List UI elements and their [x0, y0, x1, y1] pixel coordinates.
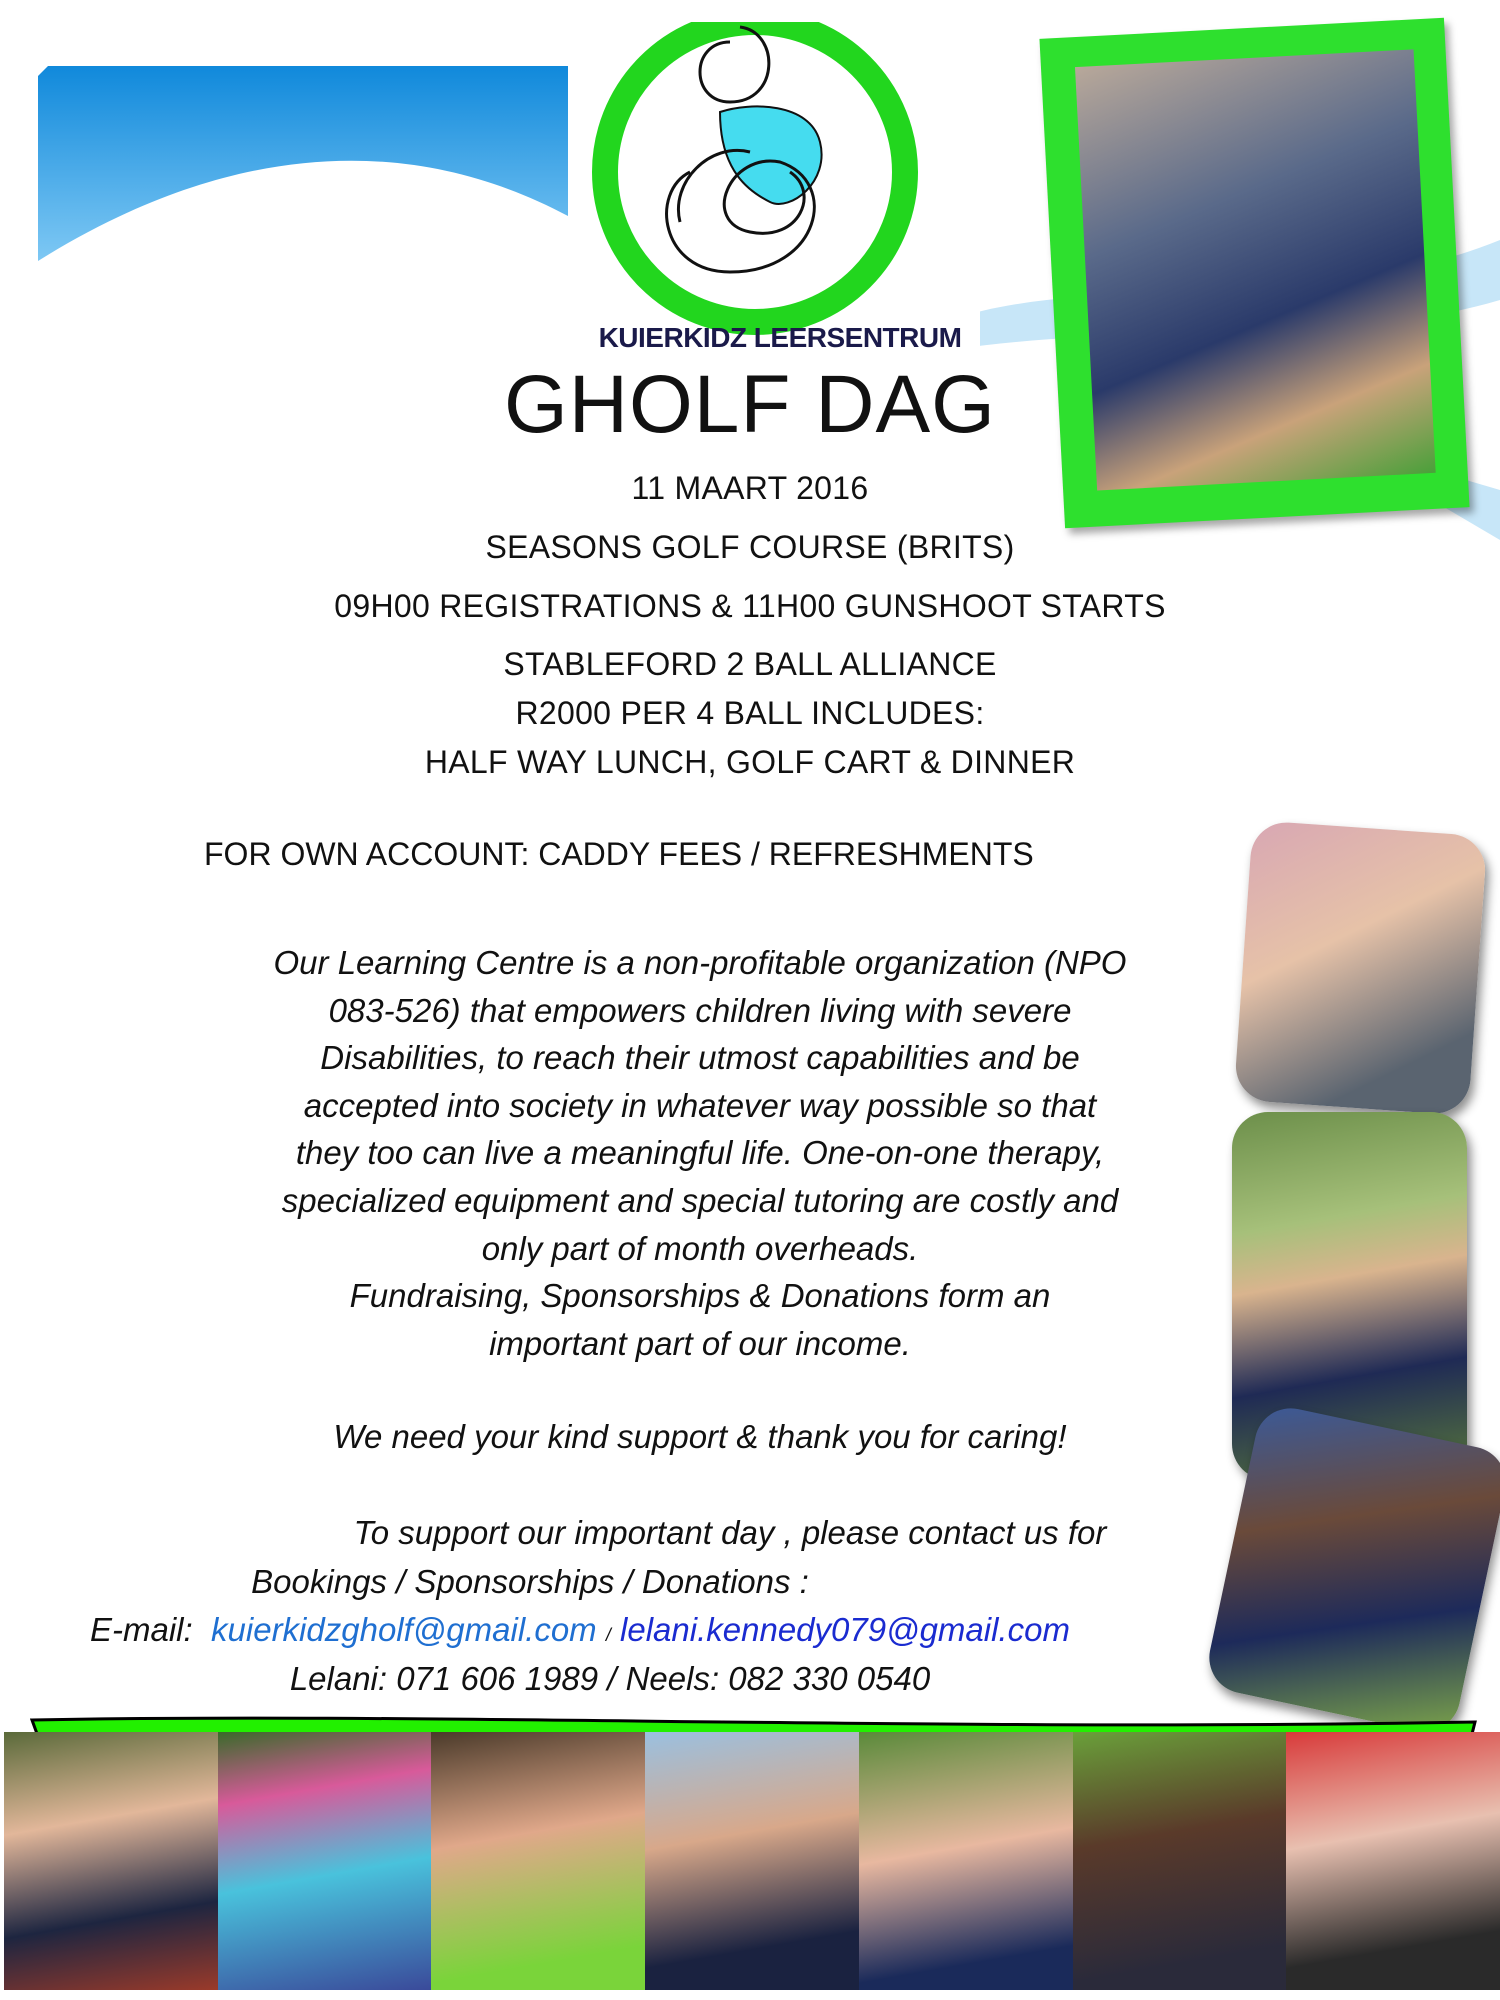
event-date: 11 MAART 2016	[631, 470, 869, 506]
description-line: Our Learning Centre is a non-profitable organization (NPO	[273, 944, 1127, 981]
email-separator: /	[605, 1625, 611, 1645]
email-link-lelani[interactable]: lelani.kennedy079@gmail.com	[620, 1611, 1070, 1648]
page-title: GHOLF DAG	[504, 359, 996, 450]
email-row	[90, 1606, 1190, 1660]
description-line: important part of our income.	[489, 1324, 911, 1362]
description-line: only part of month overheads.	[481, 1229, 919, 1267]
bus-photo	[1075, 49, 1436, 490]
blue-wave-decoration	[38, 66, 568, 281]
description-line: accepted into society in whatever way possible so that	[303, 1086, 1097, 1124]
strip-photo	[431, 1732, 645, 1990]
strip-photo	[218, 1732, 432, 1990]
organization-name: KUIERKIDZ LEERSENTRUM	[598, 322, 962, 353]
event-format: STABLEFORD 2 BALL ALLIANCE	[503, 646, 997, 682]
description-line: they too can live a meaningful life. One-on-one therapy,	[295, 1134, 1105, 1172]
own-account-note: FOR OWN ACCOUNT: CADDY FEES / REFRESHMENTS	[204, 836, 1034, 872]
contact-intro: To support our important day , please contact us for	[353, 1514, 1107, 1551]
thanks-text: We need your kind support & thank you for caring!	[333, 1418, 1067, 1455]
description	[200, 939, 1200, 1367]
strip-photo	[859, 1732, 1073, 1990]
strip-photo	[1286, 1732, 1500, 1990]
description-line: Fundraising, Sponsorships & Donations form an	[349, 1277, 1051, 1315]
bus-photo-frame	[1039, 18, 1469, 529]
strip-photo	[1073, 1732, 1287, 1990]
event-includes: HALF WAY LUNCH, GOLF CART & DINNER	[424, 744, 1076, 780]
event-price: R2000 PER 4 BALL INCLUDES:	[515, 695, 985, 731]
email-link-kuierkidz[interactable]: kuierkidzgholf@gmail.com	[211, 1611, 597, 1648]
description-line: 083-526) that empowers children living with severe	[328, 991, 1072, 1029]
strip-photo	[4, 1732, 218, 1990]
phone-numbers: Lelani: 071 606 1989 / Neels: 082 330 0540	[289, 1660, 931, 1697]
email-label: E-mail:	[90, 1611, 193, 1648]
contact-intro-2: Bookings / Sponsorships / Donations :	[251, 1563, 809, 1600]
description-line: Disabilities, to reach their utmost capabilities and be	[320, 1039, 1080, 1077]
event-venue: SEASONS GOLF COURSE (BRITS)	[485, 529, 1015, 565]
kuierkidz-logo	[580, 22, 980, 367]
child-photo-1	[1234, 820, 1488, 1116]
event-times: 09H00 REGISTRATIONS & 11H00 GUNSHOOT STARTS	[334, 588, 1166, 624]
children-photo-strip	[4, 1732, 1500, 1990]
strip-photo	[645, 1732, 859, 1990]
description-line: specialized equipment and special tutoring are costly and	[281, 1181, 1119, 1219]
